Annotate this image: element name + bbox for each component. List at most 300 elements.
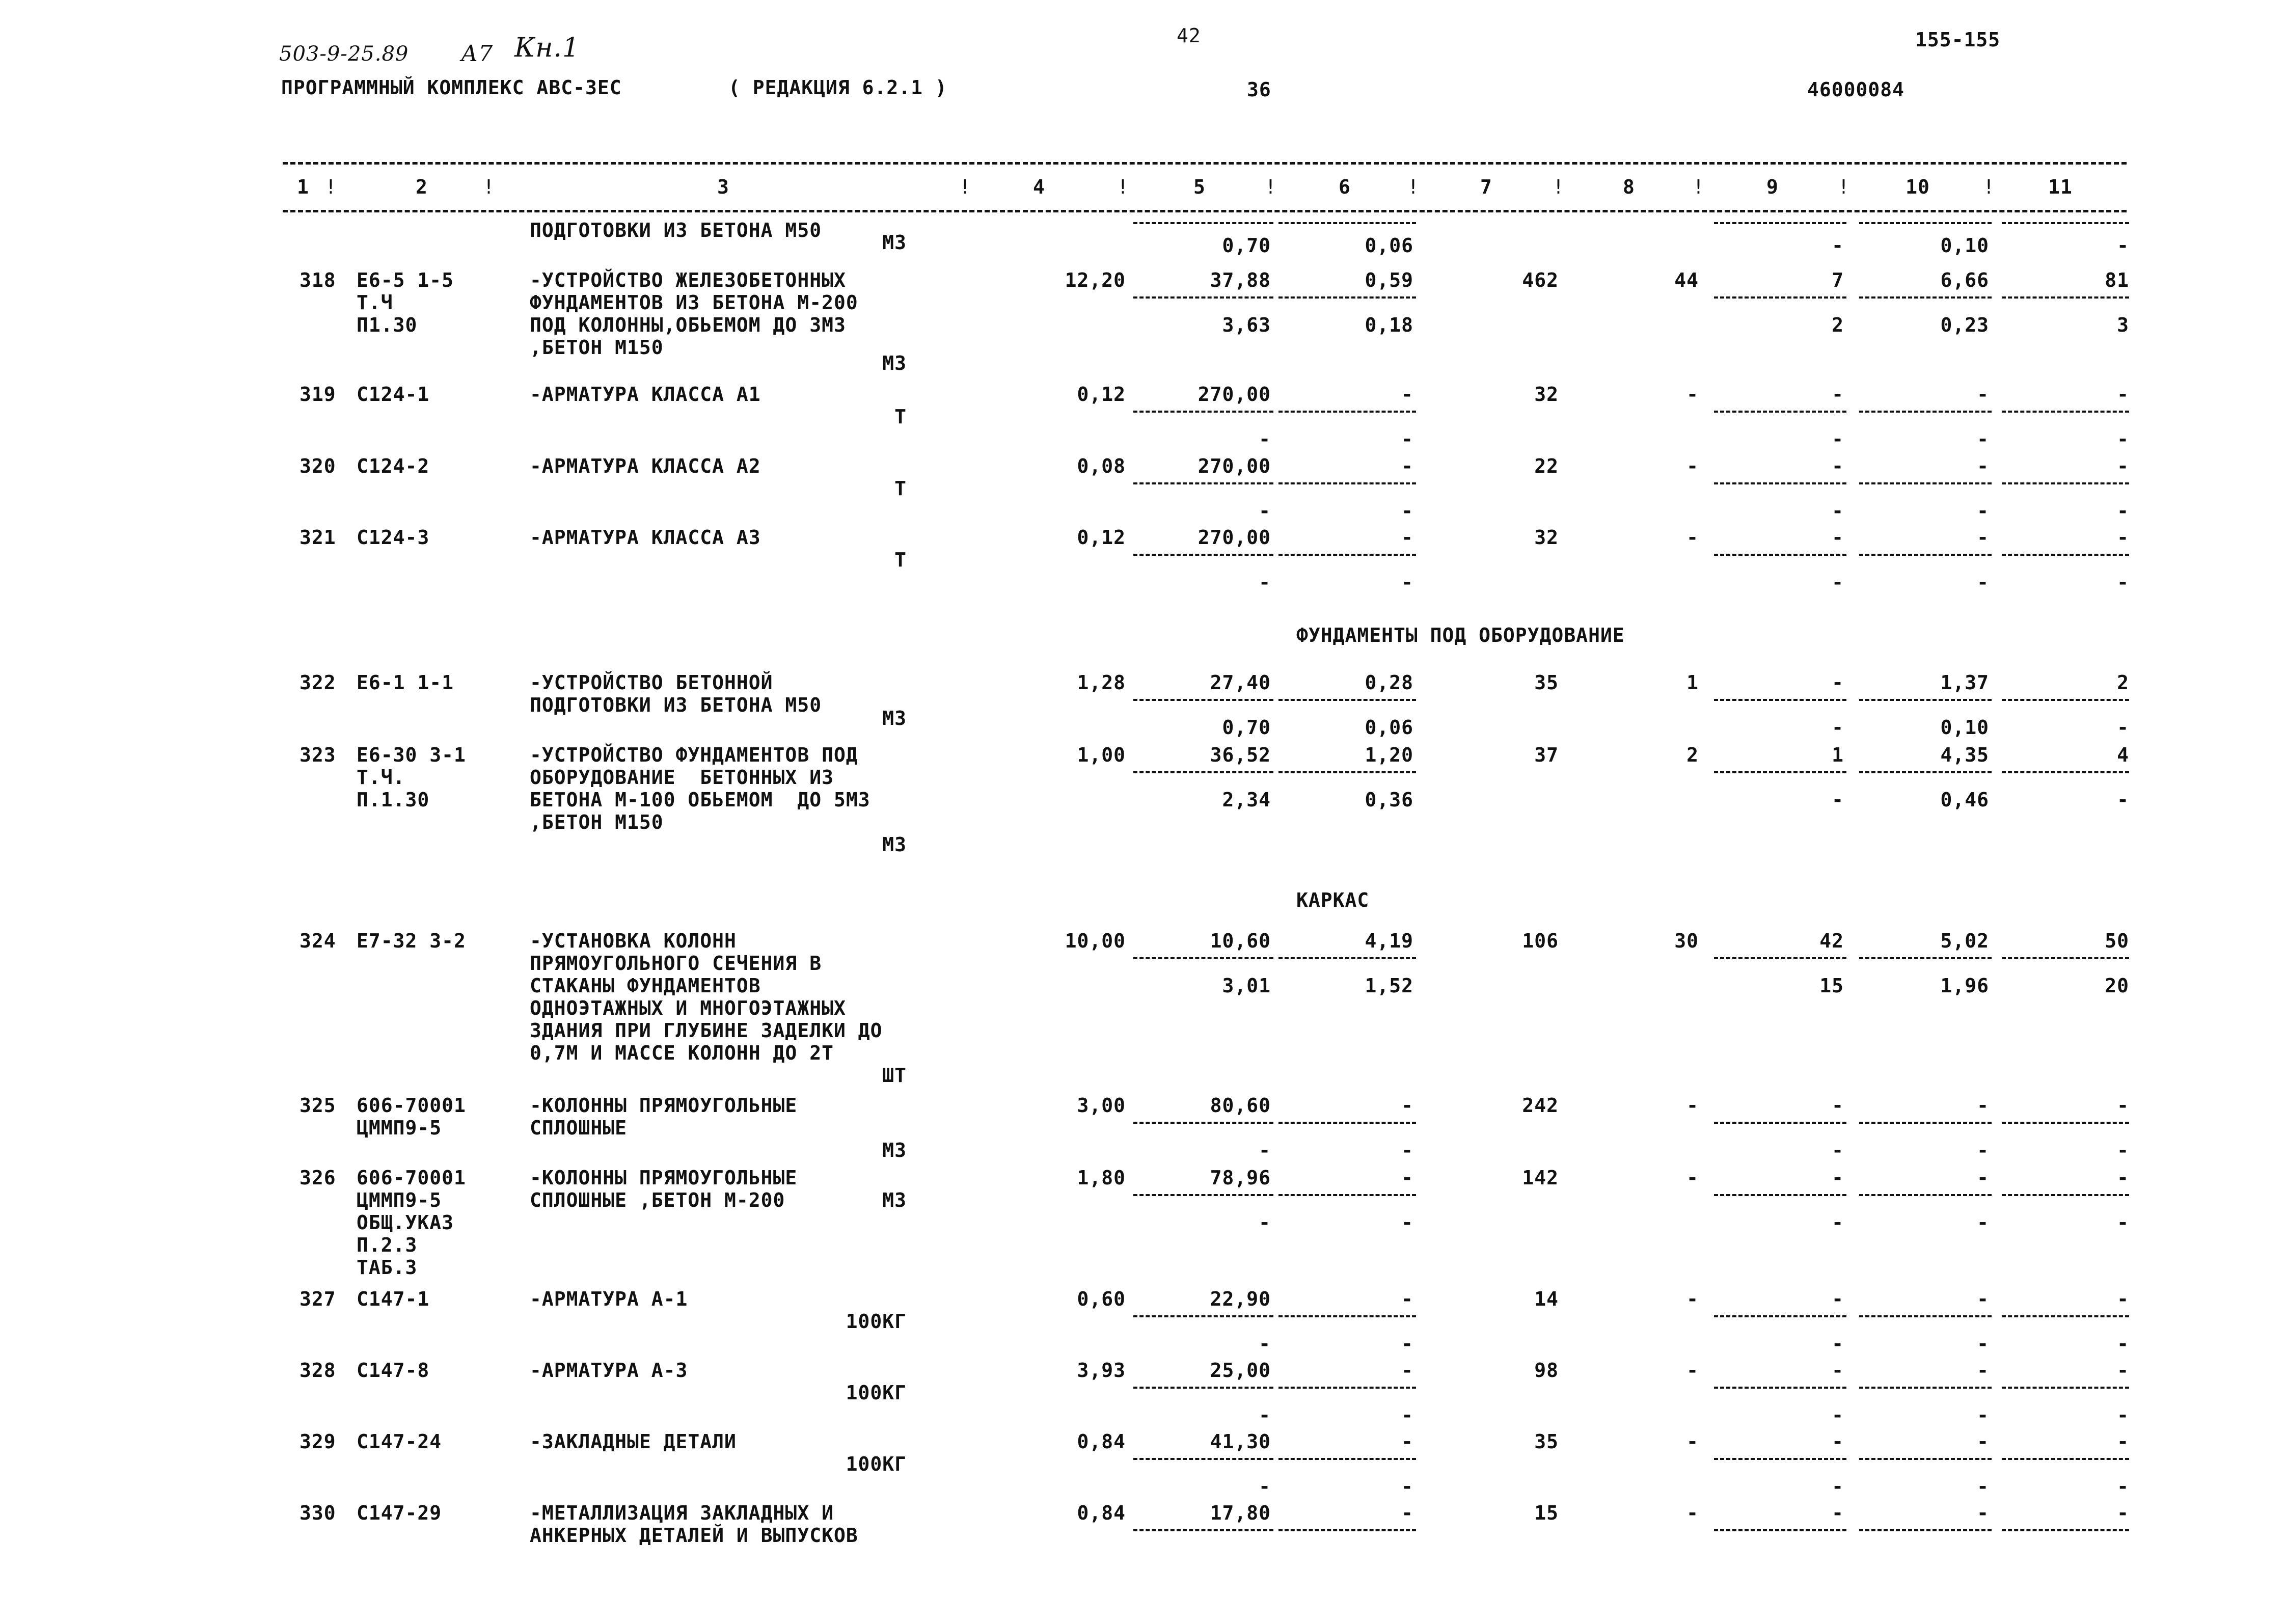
cell-c11b: - <box>2117 1139 2129 1161</box>
cell-c8: 1 <box>1686 671 1699 694</box>
dashed-rule <box>2002 1315 2129 1317</box>
cell-qty: 1,80 <box>1077 1167 1126 1189</box>
dashed-rule <box>1859 1458 1992 1460</box>
cell-c10: - <box>1977 1288 1989 1310</box>
unit-of-measure: М3 <box>882 707 907 729</box>
column-separator: ! <box>325 176 337 198</box>
cell-c7: 22 <box>1534 455 1559 477</box>
doc-number: 46000084 <box>1807 78 1905 101</box>
dashed-rule <box>1714 411 1846 413</box>
cell-c5b: - <box>1259 1475 1271 1498</box>
dashed-rule <box>1859 411 1992 413</box>
cell-c10: - <box>1977 526 1989 549</box>
dashed-rule <box>1278 222 1416 224</box>
cell-c6: - <box>1401 526 1413 549</box>
cell-c11b: - <box>2117 571 2129 593</box>
page-number: 42 <box>1177 24 1201 47</box>
dashed-rule <box>1714 699 1846 701</box>
cell-c8: - <box>1686 383 1699 405</box>
cost-code: 606-70001 <box>357 1094 466 1117</box>
cell-c6: - <box>1401 1359 1413 1382</box>
cell-c11: - <box>2117 1288 2129 1310</box>
cell-c9: 1 <box>1832 744 1844 766</box>
album-label: А7 <box>461 41 494 67</box>
cell-c10: - <box>1977 1502 1989 1524</box>
cell-c6b: - <box>1401 428 1413 450</box>
cell-c9: - <box>1832 1167 1844 1189</box>
work-description: -УСТРОЙСТВО ФУНДАМЕНТОВ ПОД <box>530 744 858 766</box>
cell-c10: - <box>1977 383 1989 405</box>
cell-c5b: - <box>1259 428 1271 450</box>
row-number: 321 <box>300 526 336 549</box>
cell-c10b: - <box>1977 1475 1989 1498</box>
cell-c6b: - <box>1401 1404 1413 1426</box>
cost-code: Е6-1 1-1 <box>357 671 454 694</box>
section-heading-foundations: ФУНДАМЕНТЫ ПОД ОБОРУДОВАНИЕ <box>1296 624 1625 646</box>
unit-of-measure: М3 <box>882 231 907 254</box>
work-description: ,БЕТОН М150 <box>530 336 664 359</box>
cell-qty: 0,84 <box>1077 1430 1126 1453</box>
cell-c7: 98 <box>1534 1359 1559 1382</box>
column-header-9: 9 <box>1766 176 1779 198</box>
unit-of-measure: Т <box>894 477 907 500</box>
dashed-rule <box>1278 1458 1416 1460</box>
column-separator: ! <box>959 176 971 198</box>
cell-c9b: 15 <box>1819 975 1844 997</box>
cell-c6: - <box>1401 1288 1413 1310</box>
cell-c9: 7 <box>1832 269 1844 291</box>
cell-c5b: - <box>1259 1404 1271 1426</box>
dashed-rule <box>1133 222 1273 224</box>
cell-c11b: - <box>2117 716 2129 739</box>
cost-code: П1.30 <box>357 314 418 336</box>
dashed-rule <box>1133 771 1273 773</box>
work-description: ПОДГОТОВКИ ИЗ БЕТОНА М50 <box>530 694 822 716</box>
column-separator: ! <box>1838 176 1850 198</box>
cell-c5: 37,88 <box>1210 269 1271 291</box>
dashed-rule <box>1714 1194 1846 1196</box>
work-description: СПЛОШНЫЕ ,БЕТОН М-200 <box>530 1189 785 1211</box>
cell-c6b: - <box>1401 500 1413 522</box>
cell-c8: - <box>1686 455 1699 477</box>
cell-c5b: 0,70 <box>1222 234 1271 257</box>
cost-code: Т.Ч <box>357 291 393 314</box>
cell-c10: 4,35 <box>1940 744 1989 766</box>
cell-c9b: - <box>1832 1475 1844 1498</box>
dashed-rule <box>1714 1122 1846 1124</box>
dashed-rule <box>1278 1315 1416 1317</box>
work-description: ,БЕТОН М150 <box>530 811 664 833</box>
dashed-rule <box>2002 1122 2129 1124</box>
cell-c11b: 20 <box>2105 975 2129 997</box>
cell-c6b: - <box>1401 571 1413 593</box>
dashed-rule <box>1133 1194 1273 1196</box>
cell-c11b: - <box>2117 1333 2129 1355</box>
cell-qty: 0,12 <box>1077 383 1126 405</box>
cell-c11b: - <box>2117 1404 2129 1426</box>
cell-c5: 17,80 <box>1210 1502 1271 1524</box>
cost-code: Т.Ч. <box>357 766 405 789</box>
row-number: 320 <box>300 455 336 477</box>
cell-c9b: - <box>1832 1139 1844 1161</box>
cell-c9: - <box>1832 1288 1844 1310</box>
work-description: -МЕТАЛЛИЗАЦИЯ ЗАКЛАДНЫХ И <box>530 1502 834 1524</box>
column-separator: ! <box>1553 176 1565 198</box>
cell-c6: 1,20 <box>1365 744 1413 766</box>
dashed-rule <box>1859 699 1992 701</box>
cell-qty: 1,00 <box>1077 744 1126 766</box>
cell-c11: - <box>2117 455 2129 477</box>
row-number: 323 <box>300 744 336 766</box>
page-range: 155-155 <box>1915 29 2001 51</box>
cell-qty: 0,08 <box>1077 455 1126 477</box>
dashed-rule <box>1133 1315 1273 1317</box>
unit-of-measure: М3 <box>882 1189 907 1211</box>
cell-c6: - <box>1401 455 1413 477</box>
cell-c9b: - <box>1832 234 1844 257</box>
dashed-rule <box>1133 1458 1273 1460</box>
cell-c11: - <box>2117 1502 2129 1524</box>
cell-c10b: - <box>1977 1211 1989 1234</box>
cell-c6: - <box>1401 1094 1413 1117</box>
cost-code: С147-29 <box>357 1502 442 1524</box>
work-description: -АРМАТУРА А-3 <box>530 1359 688 1382</box>
cell-c6b: - <box>1401 1139 1413 1161</box>
dashed-rule <box>1859 296 1992 299</box>
section-heading-frame: КАРКАС <box>1296 889 1370 911</box>
cell-c9b: - <box>1832 500 1844 522</box>
cell-c10: - <box>1977 1167 1989 1189</box>
cost-code: ЦММП9-5 <box>357 1117 442 1139</box>
dashed-rule <box>2002 411 2129 413</box>
cell-c8: - <box>1686 1288 1699 1310</box>
work-description: АНКЕРНЫХ ДЕТАЛЕЙ И ВЫПУСКОВ <box>530 1524 858 1547</box>
cell-c10b: 0,46 <box>1940 789 1989 811</box>
dashed-rule <box>1133 296 1273 299</box>
dashed-rule <box>1278 554 1416 556</box>
cost-code: Е6-5 1-5 <box>357 269 454 291</box>
row-number: 318 <box>300 269 336 291</box>
cell-c8: - <box>1686 1430 1699 1453</box>
dashed-rule <box>2002 296 2129 299</box>
dashed-rule <box>1714 1315 1846 1317</box>
cell-c6: 0,28 <box>1365 671 1413 694</box>
cell-c10b: - <box>1977 428 1989 450</box>
cell-c9b: - <box>1832 1333 1844 1355</box>
cell-c10: 1,37 <box>1940 671 1989 694</box>
cell-c6: 0,59 <box>1365 269 1413 291</box>
cell-c5: 270,00 <box>1198 383 1271 405</box>
dashed-rule <box>1278 1122 1416 1124</box>
work-description: ЗДАНИЯ ПРИ ГЛУБИНЕ ЗАДЕЛКИ ДО <box>530 1019 883 1042</box>
unit-of-measure: Т <box>894 405 907 428</box>
cell-c9: 42 <box>1819 930 1844 952</box>
cell-c5: 27,40 <box>1210 671 1271 694</box>
work-description: ФУНДАМЕНТОВ ИЗ БЕТОНА М-200 <box>530 291 858 314</box>
work-description: СТАКАНЫ ФУНДАМЕНТОВ <box>530 975 761 997</box>
cell-c5b: - <box>1259 1139 1271 1161</box>
unit-of-measure: 100КГ <box>846 1382 907 1404</box>
work-description: -КОЛОННЫ ПРЯМОУГОЛЬНЫЕ <box>530 1167 798 1189</box>
dashed-rule <box>2002 482 2129 484</box>
cell-c11: - <box>2117 1094 2129 1117</box>
dashed-rule <box>1278 1194 1416 1196</box>
cost-code: П.1.30 <box>357 789 430 811</box>
dashed-rule <box>1278 699 1416 701</box>
column-separator: ! <box>1407 176 1420 198</box>
cell-c5b: - <box>1259 1211 1271 1234</box>
cost-code: С147-1 <box>357 1288 430 1310</box>
cell-c10: - <box>1977 455 1989 477</box>
cell-c9b: - <box>1832 428 1844 450</box>
dashed-rule <box>1859 1194 1992 1196</box>
cell-c11b: - <box>2117 234 2129 257</box>
work-description: -КОЛОННЫ ПРЯМОУГОЛЬНЫЕ <box>530 1094 798 1117</box>
cell-c5b: - <box>1259 1333 1271 1355</box>
cell-c6: 4,19 <box>1365 930 1413 952</box>
cell-c11b: - <box>2117 500 2129 522</box>
cell-c11: - <box>2117 1359 2129 1382</box>
cost-code: ЦММП9-5 <box>357 1189 442 1211</box>
dashed-rule <box>2002 699 2129 701</box>
cell-c9: - <box>1832 1430 1844 1453</box>
cell-c11: - <box>2117 526 2129 549</box>
cell-c7: 37 <box>1534 744 1559 766</box>
cell-qty: 12,20 <box>1065 269 1126 291</box>
dashed-rule <box>1133 699 1273 701</box>
cell-c6b: 1,52 <box>1365 975 1413 997</box>
cell-c9b: - <box>1832 1404 1844 1426</box>
cell-c11b: - <box>2117 1211 2129 1234</box>
unit-of-measure: М3 <box>882 833 907 856</box>
dashed-rule <box>1859 1529 1992 1531</box>
work-description: ОДНОЭТАЖНЫХ И МНОГОЭТАЖНЫХ <box>530 997 846 1019</box>
cell-c11b: - <box>2117 428 2129 450</box>
cell-c5: 10,60 <box>1210 930 1271 952</box>
cell-qty: 3,93 <box>1077 1359 1126 1382</box>
dashed-rule <box>1278 1387 1416 1389</box>
cell-c9b: 2 <box>1832 314 1844 336</box>
dashed-rule <box>2002 1387 2129 1389</box>
cell-c7: 35 <box>1534 1430 1559 1453</box>
dashed-rule <box>1859 1122 1992 1124</box>
dashed-rule <box>2002 771 2129 773</box>
cell-c9: - <box>1832 1502 1844 1524</box>
cell-c9: - <box>1832 383 1844 405</box>
cell-c6: - <box>1401 1167 1413 1189</box>
dashed-rule <box>1859 957 1992 959</box>
cell-c6b: 0,18 <box>1365 314 1413 336</box>
work-description: ПОД КОЛОННЫ,ОБЬЕМОМ ДО 3М3 <box>530 314 846 336</box>
cell-c10b: 0,23 <box>1940 314 1989 336</box>
dashed-rule <box>1859 482 1992 484</box>
row-number: 319 <box>300 383 336 405</box>
cell-c6b: 0,06 <box>1365 716 1413 739</box>
edition-label: ( РЕДАКЦИЯ 6.2.1 ) <box>728 76 947 99</box>
cell-c11: 2 <box>2117 671 2129 694</box>
unit-of-measure: М3 <box>882 352 907 374</box>
cell-c5: 22,90 <box>1210 1288 1271 1310</box>
cell-c5b: - <box>1259 571 1271 593</box>
row-number: 326 <box>300 1167 336 1189</box>
work-description: -ЗАКЛАДНЫЕ ДЕТАЛИ <box>530 1430 737 1453</box>
cell-c11b: 3 <box>2117 314 2129 336</box>
cell-c11: 50 <box>2105 930 2129 952</box>
dashed-rule <box>1859 222 1992 224</box>
cell-c8: 44 <box>1674 269 1699 291</box>
cost-code: П.2.3 <box>357 1234 418 1256</box>
cell-c11b: - <box>2117 1475 2129 1498</box>
cell-c10b: 1,96 <box>1940 975 1989 997</box>
dashed-rule <box>2002 222 2129 224</box>
cell-c7: 32 <box>1534 383 1559 405</box>
column-separator: ! <box>1693 176 1705 198</box>
dashed-rule <box>1714 957 1846 959</box>
cell-c6: - <box>1401 383 1413 405</box>
cell-c10: - <box>1977 1094 1989 1117</box>
cell-c7: 242 <box>1522 1094 1559 1117</box>
work-description: -УСТРОЙСТВО ЖЕЛЕЗОБЕТОННЫХ <box>530 269 846 291</box>
cost-code: Е6-30 3-1 <box>357 744 466 766</box>
cell-c7: 106 <box>1522 930 1559 952</box>
cell-c5b: 2,34 <box>1222 789 1271 811</box>
cell-c10: - <box>1977 1430 1989 1453</box>
work-description: -АРМАТУРА КЛАССА А1 <box>530 383 761 405</box>
cell-c10b: 0,10 <box>1940 716 1989 739</box>
cell-c9b: - <box>1832 789 1844 811</box>
column-header-10: 10 <box>1906 176 1930 198</box>
column-separator: ! <box>1265 176 1277 198</box>
cost-code: ТАБ.3 <box>357 1256 418 1279</box>
unit-of-measure: 100КГ <box>846 1310 907 1333</box>
cell-c10b: - <box>1977 1404 1989 1426</box>
cell-c10b: - <box>1977 1333 1989 1355</box>
cost-code: С147-8 <box>357 1359 430 1382</box>
row-number: 329 <box>300 1430 336 1453</box>
unit-of-measure: Т <box>894 549 907 571</box>
cell-qty: 0,12 <box>1077 526 1126 549</box>
dashed-rule <box>1714 222 1846 224</box>
cell-qty: 0,60 <box>1077 1288 1126 1310</box>
dashed-rule <box>1714 554 1846 556</box>
work-description: ПОДГОТОВКИ ИЗ БЕТОНА М50 <box>530 219 822 241</box>
cell-c5: 78,96 <box>1210 1167 1271 1189</box>
dashed-rule <box>1714 1458 1846 1460</box>
column-header-6: 6 <box>1339 176 1351 198</box>
column-header-7: 7 <box>1480 176 1492 198</box>
dashed-rule <box>1714 296 1846 299</box>
cell-c7: 15 <box>1534 1502 1559 1524</box>
cell-c11: 4 <box>2117 744 2129 766</box>
dashed-rule <box>1859 1315 1992 1317</box>
dashed-rule <box>1278 482 1416 484</box>
dashed-rule <box>1133 411 1273 413</box>
cell-c9b: - <box>1832 1211 1844 1234</box>
cell-qty: 3,00 <box>1077 1094 1126 1117</box>
sheet-number: 36 <box>1247 78 1271 101</box>
cell-c5b: 3,01 <box>1222 975 1271 997</box>
dashed-rule <box>1278 411 1416 413</box>
cell-c7: 462 <box>1522 269 1559 291</box>
dashed-rule <box>1278 771 1416 773</box>
cell-c8: - <box>1686 1094 1699 1117</box>
column-separator: ! <box>483 176 495 198</box>
work-description: -АРМАТУРА КЛАССА А3 <box>530 526 761 549</box>
column-header-2: 2 <box>416 176 428 198</box>
cell-qty: 0,84 <box>1077 1502 1126 1524</box>
cell-c5: 36,52 <box>1210 744 1271 766</box>
cell-c7: 142 <box>1522 1167 1559 1189</box>
column-header-11: 11 <box>2048 176 2073 198</box>
dashed-rule <box>2002 1194 2129 1196</box>
column-header-3: 3 <box>717 176 729 198</box>
doc-code: 503-9-25.89 <box>279 42 409 66</box>
cell-c9b: - <box>1832 716 1844 739</box>
cell-c6b: 0,36 <box>1365 789 1413 811</box>
row-number: 327 <box>300 1288 336 1310</box>
work-description: -УСТРОЙСТВО БЕТОННОЙ <box>530 671 773 694</box>
cell-c7: 14 <box>1534 1288 1559 1310</box>
cell-c6: - <box>1401 1502 1413 1524</box>
dashed-rule <box>1859 554 1992 556</box>
unit-of-measure: М3 <box>882 1139 907 1161</box>
work-description: -АРМАТУРА А-1 <box>530 1288 688 1310</box>
cell-c10b: - <box>1977 571 1989 593</box>
row-number: 328 <box>300 1359 336 1382</box>
cell-c8: - <box>1686 1167 1699 1189</box>
dashed-rule <box>1133 957 1273 959</box>
cell-qty: 1,28 <box>1077 671 1126 694</box>
dashed-rule <box>1278 1529 1416 1531</box>
cost-code: С124-3 <box>357 526 430 549</box>
cost-code: ОБЩ.УКАЗ <box>357 1211 454 1234</box>
cell-c11b: - <box>2117 789 2129 811</box>
cell-c8: - <box>1686 1502 1699 1524</box>
dashed-rule <box>1133 482 1273 484</box>
cell-c9: - <box>1832 526 1844 549</box>
dashed-rule <box>2002 1458 2129 1460</box>
dashed-rule <box>2002 1529 2129 1531</box>
cell-c9b: - <box>1832 571 1844 593</box>
work-description: 0,7М И МАССЕ КОЛОНН ДО 2Т <box>530 1042 834 1064</box>
program-title: ПРОГРАММНЫЙ КОМПЛЕКС АВС-3ЕС <box>281 76 622 99</box>
column-separator: ! <box>1117 176 1129 198</box>
cell-c10: - <box>1977 1359 1989 1382</box>
dashed-rule <box>1714 1387 1846 1389</box>
dashed-rule <box>2002 957 2129 959</box>
dashed-rule <box>1714 1529 1846 1531</box>
row-number: 325 <box>300 1094 336 1117</box>
dashed-rule <box>1133 1387 1273 1389</box>
cell-c6: - <box>1401 1430 1413 1453</box>
cell-c5: 41,30 <box>1210 1430 1271 1453</box>
row-number: 330 <box>300 1502 336 1524</box>
cell-c6b: - <box>1401 1475 1413 1498</box>
unit-of-measure: ШТ <box>882 1064 907 1087</box>
cell-c5b: 0,70 <box>1222 716 1271 739</box>
cell-c10b: - <box>1977 1139 1989 1161</box>
cell-qty: 10,00 <box>1065 930 1126 952</box>
cell-c10: 6,66 <box>1940 269 1989 291</box>
cost-code: С124-2 <box>357 455 430 477</box>
cell-c5: 270,00 <box>1198 455 1271 477</box>
cell-c10b: - <box>1977 500 1989 522</box>
cell-c9: - <box>1832 455 1844 477</box>
dashed-rule <box>1859 1387 1992 1389</box>
cell-c5b: - <box>1259 500 1271 522</box>
cell-c6b: - <box>1401 1211 1413 1234</box>
book-label: Кн.1 <box>514 33 580 63</box>
